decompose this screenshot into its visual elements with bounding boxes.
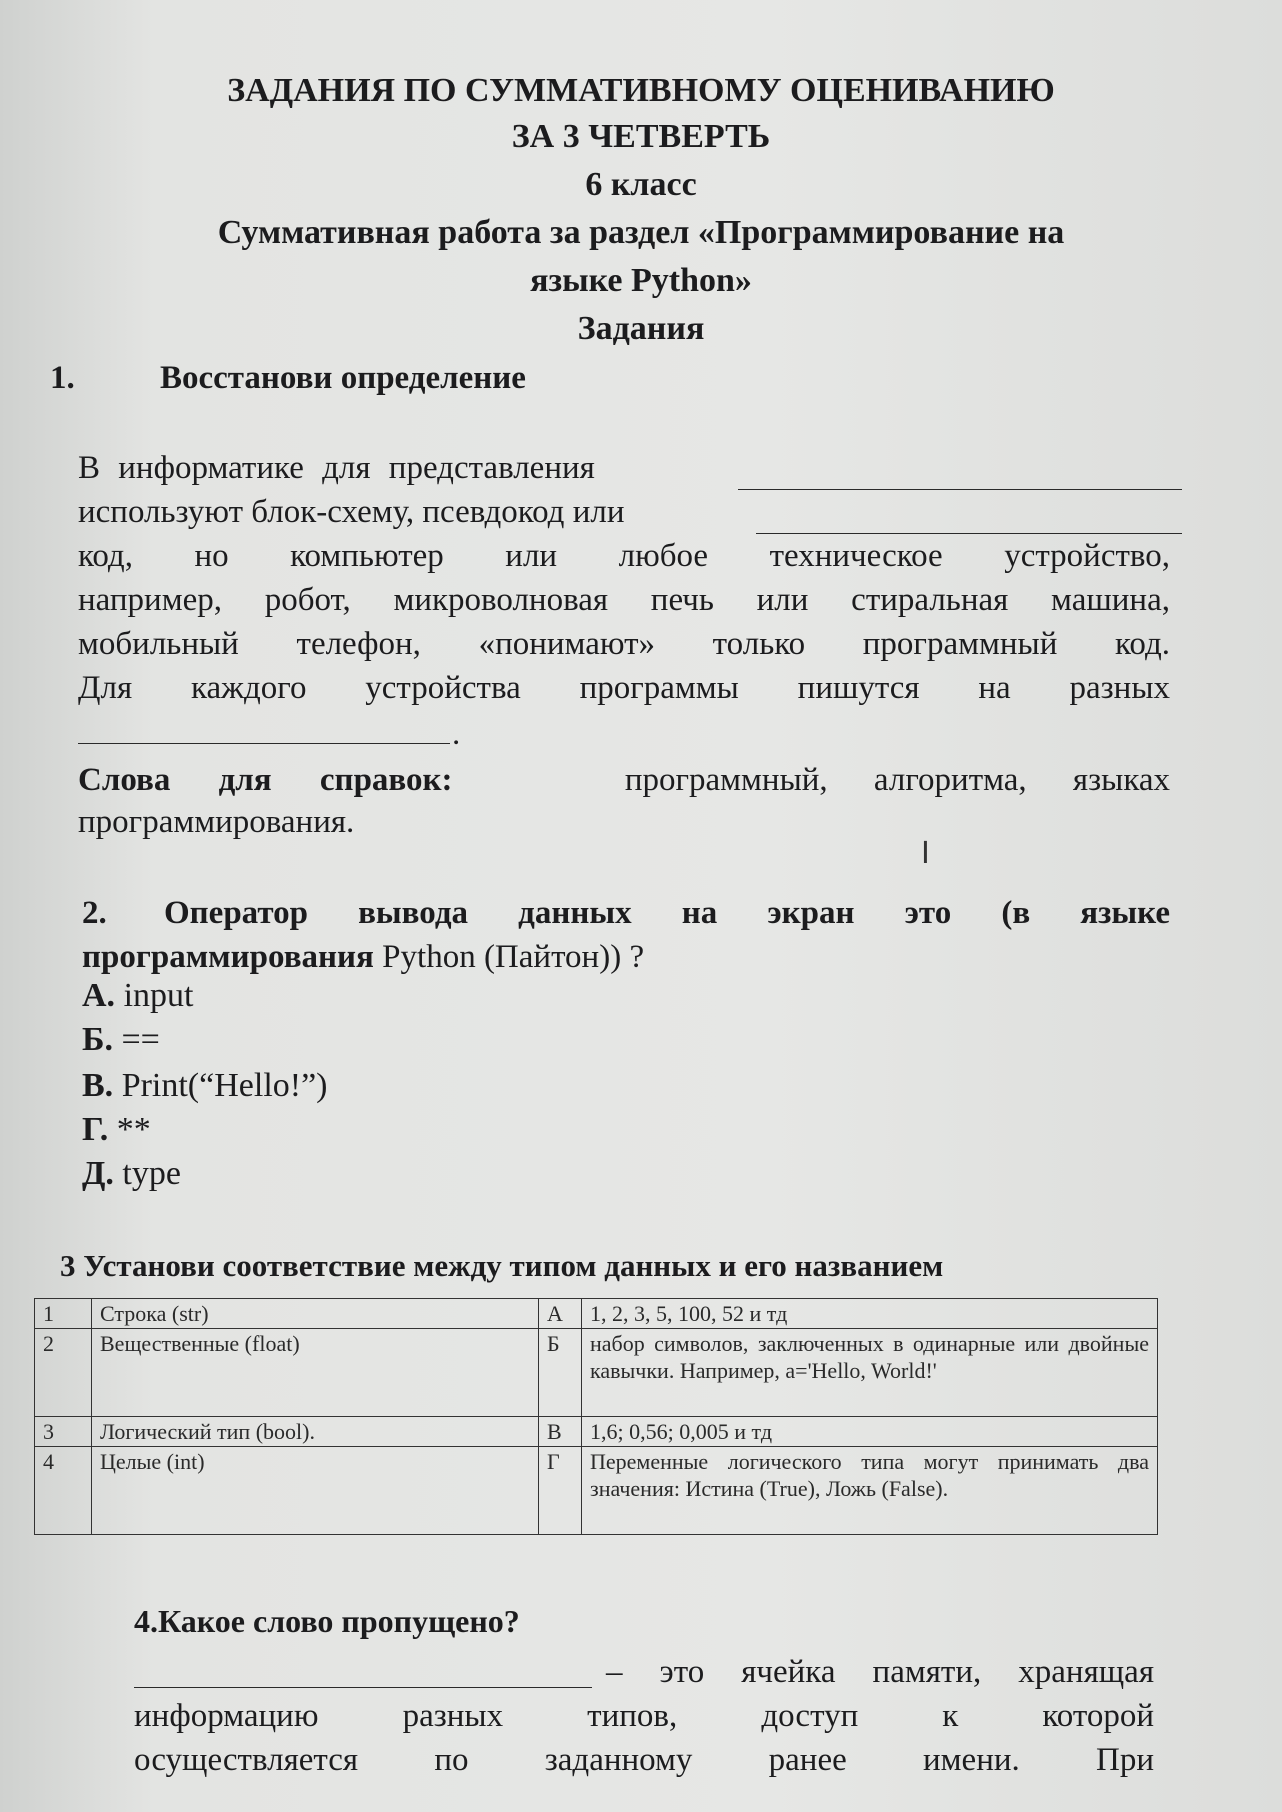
hint-words-cont: программирования.: [78, 804, 355, 840]
type-name: Логический тип (bool).: [92, 1417, 539, 1447]
row-number: 1: [35, 1299, 92, 1329]
blank-line-4: [134, 1686, 592, 1688]
type-description: 1, 2, 3, 5, 100, 52 и тд: [582, 1299, 1158, 1329]
type-description: набор символов, заключенных в одинарные или двойные кавычки. Например, a='Hello, World!': [582, 1329, 1158, 1417]
hint-label: Слова для справок:: [78, 762, 453, 798]
task1-line5: мобильный телефон, «понимают» только программный код.: [78, 626, 1170, 662]
task3-title: 3 Установи соответствие между типом данных и его названием: [60, 1248, 944, 1283]
doc-subtitle-line1: Суммативная работа за раздел «Программирование на: [217, 214, 1065, 251]
option-letter: А.: [82, 977, 116, 1014]
option-letter: Д.: [82, 1155, 114, 1192]
row-letter: В: [539, 1417, 582, 1447]
type-description: 1,6; 0,56; 0,005 и тд: [582, 1417, 1158, 1447]
blank-line-1: [738, 488, 1182, 490]
task2-option-c: [82, 1066, 328, 1106]
type-name: Целые (int): [92, 1447, 539, 1535]
task2-option-d: [82, 1110, 151, 1150]
task2-question-bold: программирования: [82, 939, 374, 975]
doc-title-line2: ЗА 3 ЧЕТВЕРТЬ: [511, 118, 771, 155]
row-letter: Г: [539, 1447, 582, 1535]
type-description: Переменные логического типа могут принимать два значения: Истина (True), Ложь (False).: [582, 1447, 1158, 1535]
task1-number: 1.: [50, 360, 75, 396]
option-text: ==: [121, 1021, 160, 1058]
task1-line2: используют блок-схему, псевдокод или: [78, 494, 625, 530]
task1-title: Восстанови определение: [160, 360, 526, 396]
blank-line-2: [756, 532, 1182, 534]
row-number: 3: [35, 1417, 92, 1447]
task4-line1: – это ячейка памяти, хранящая: [606, 1654, 1154, 1690]
task1-line1: В информатике для представления: [78, 450, 595, 486]
option-text: Print(“Hello!”): [121, 1067, 328, 1104]
task1-line6: Для каждого устройства программы пишутся на разных: [78, 670, 1170, 706]
option-letter: Г.: [82, 1111, 109, 1148]
row-letter: Б: [539, 1329, 582, 1417]
task2-number: 2.: [82, 895, 107, 931]
hint-words: программный, алгоритма, языках: [624, 762, 1170, 798]
task2-question-line2: [82, 936, 644, 978]
row-number: 4: [35, 1447, 92, 1535]
table-row: [35, 1329, 1158, 1417]
doc-title-line1: ЗАДАНИЯ ПО СУММАТИВНОМУ ОЦЕНИВАНИЮ: [227, 72, 1055, 109]
option-letter: Б.: [82, 1021, 113, 1058]
doc-class-line: 6 класс: [585, 166, 697, 203]
text-cursor-icon: I: [921, 836, 930, 871]
row-number: 2: [35, 1329, 92, 1417]
task2-option-a: [82, 976, 193, 1016]
blank-line-3: [78, 742, 450, 744]
task2-option-b: [82, 1020, 160, 1060]
table-row: [35, 1447, 1158, 1535]
type-name: Строка (str): [92, 1299, 539, 1329]
type-name: Вещественные (float): [92, 1329, 539, 1417]
task2-option-e: [82, 1154, 181, 1194]
matching-table: [34, 1298, 1158, 1535]
row-letter: А: [539, 1299, 582, 1329]
table-row: [35, 1417, 1158, 1447]
option-letter: В.: [82, 1067, 114, 1104]
task1-line7-end: .: [452, 716, 461, 752]
task4-title: 4.Какое слово пропущено?: [134, 1603, 520, 1639]
task2-question-line1: Оператор вывода данных на экран это (в языке: [164, 895, 1170, 931]
task1-hint: [78, 760, 1170, 800]
task2-question-tail: Python (Пайтон)) ?: [382, 939, 645, 975]
task1-line4: например, робот, микроволновая печь или стиральная машина,: [78, 582, 1170, 618]
task4-line2: информацию разных типов, доступ к которой: [134, 1698, 1154, 1734]
tasks-heading: Задания: [577, 310, 705, 347]
doc-subtitle-line2: языке Python»: [530, 262, 752, 299]
table-row: [35, 1299, 1158, 1329]
option-text: type: [122, 1155, 181, 1192]
task1-line3: код, но компьютер или любое техническое устройство,: [78, 538, 1170, 574]
option-text: input: [123, 977, 194, 1014]
task4-line3: осуществляется по заданному ранее имени. При: [134, 1742, 1154, 1778]
option-text: **: [116, 1111, 151, 1148]
